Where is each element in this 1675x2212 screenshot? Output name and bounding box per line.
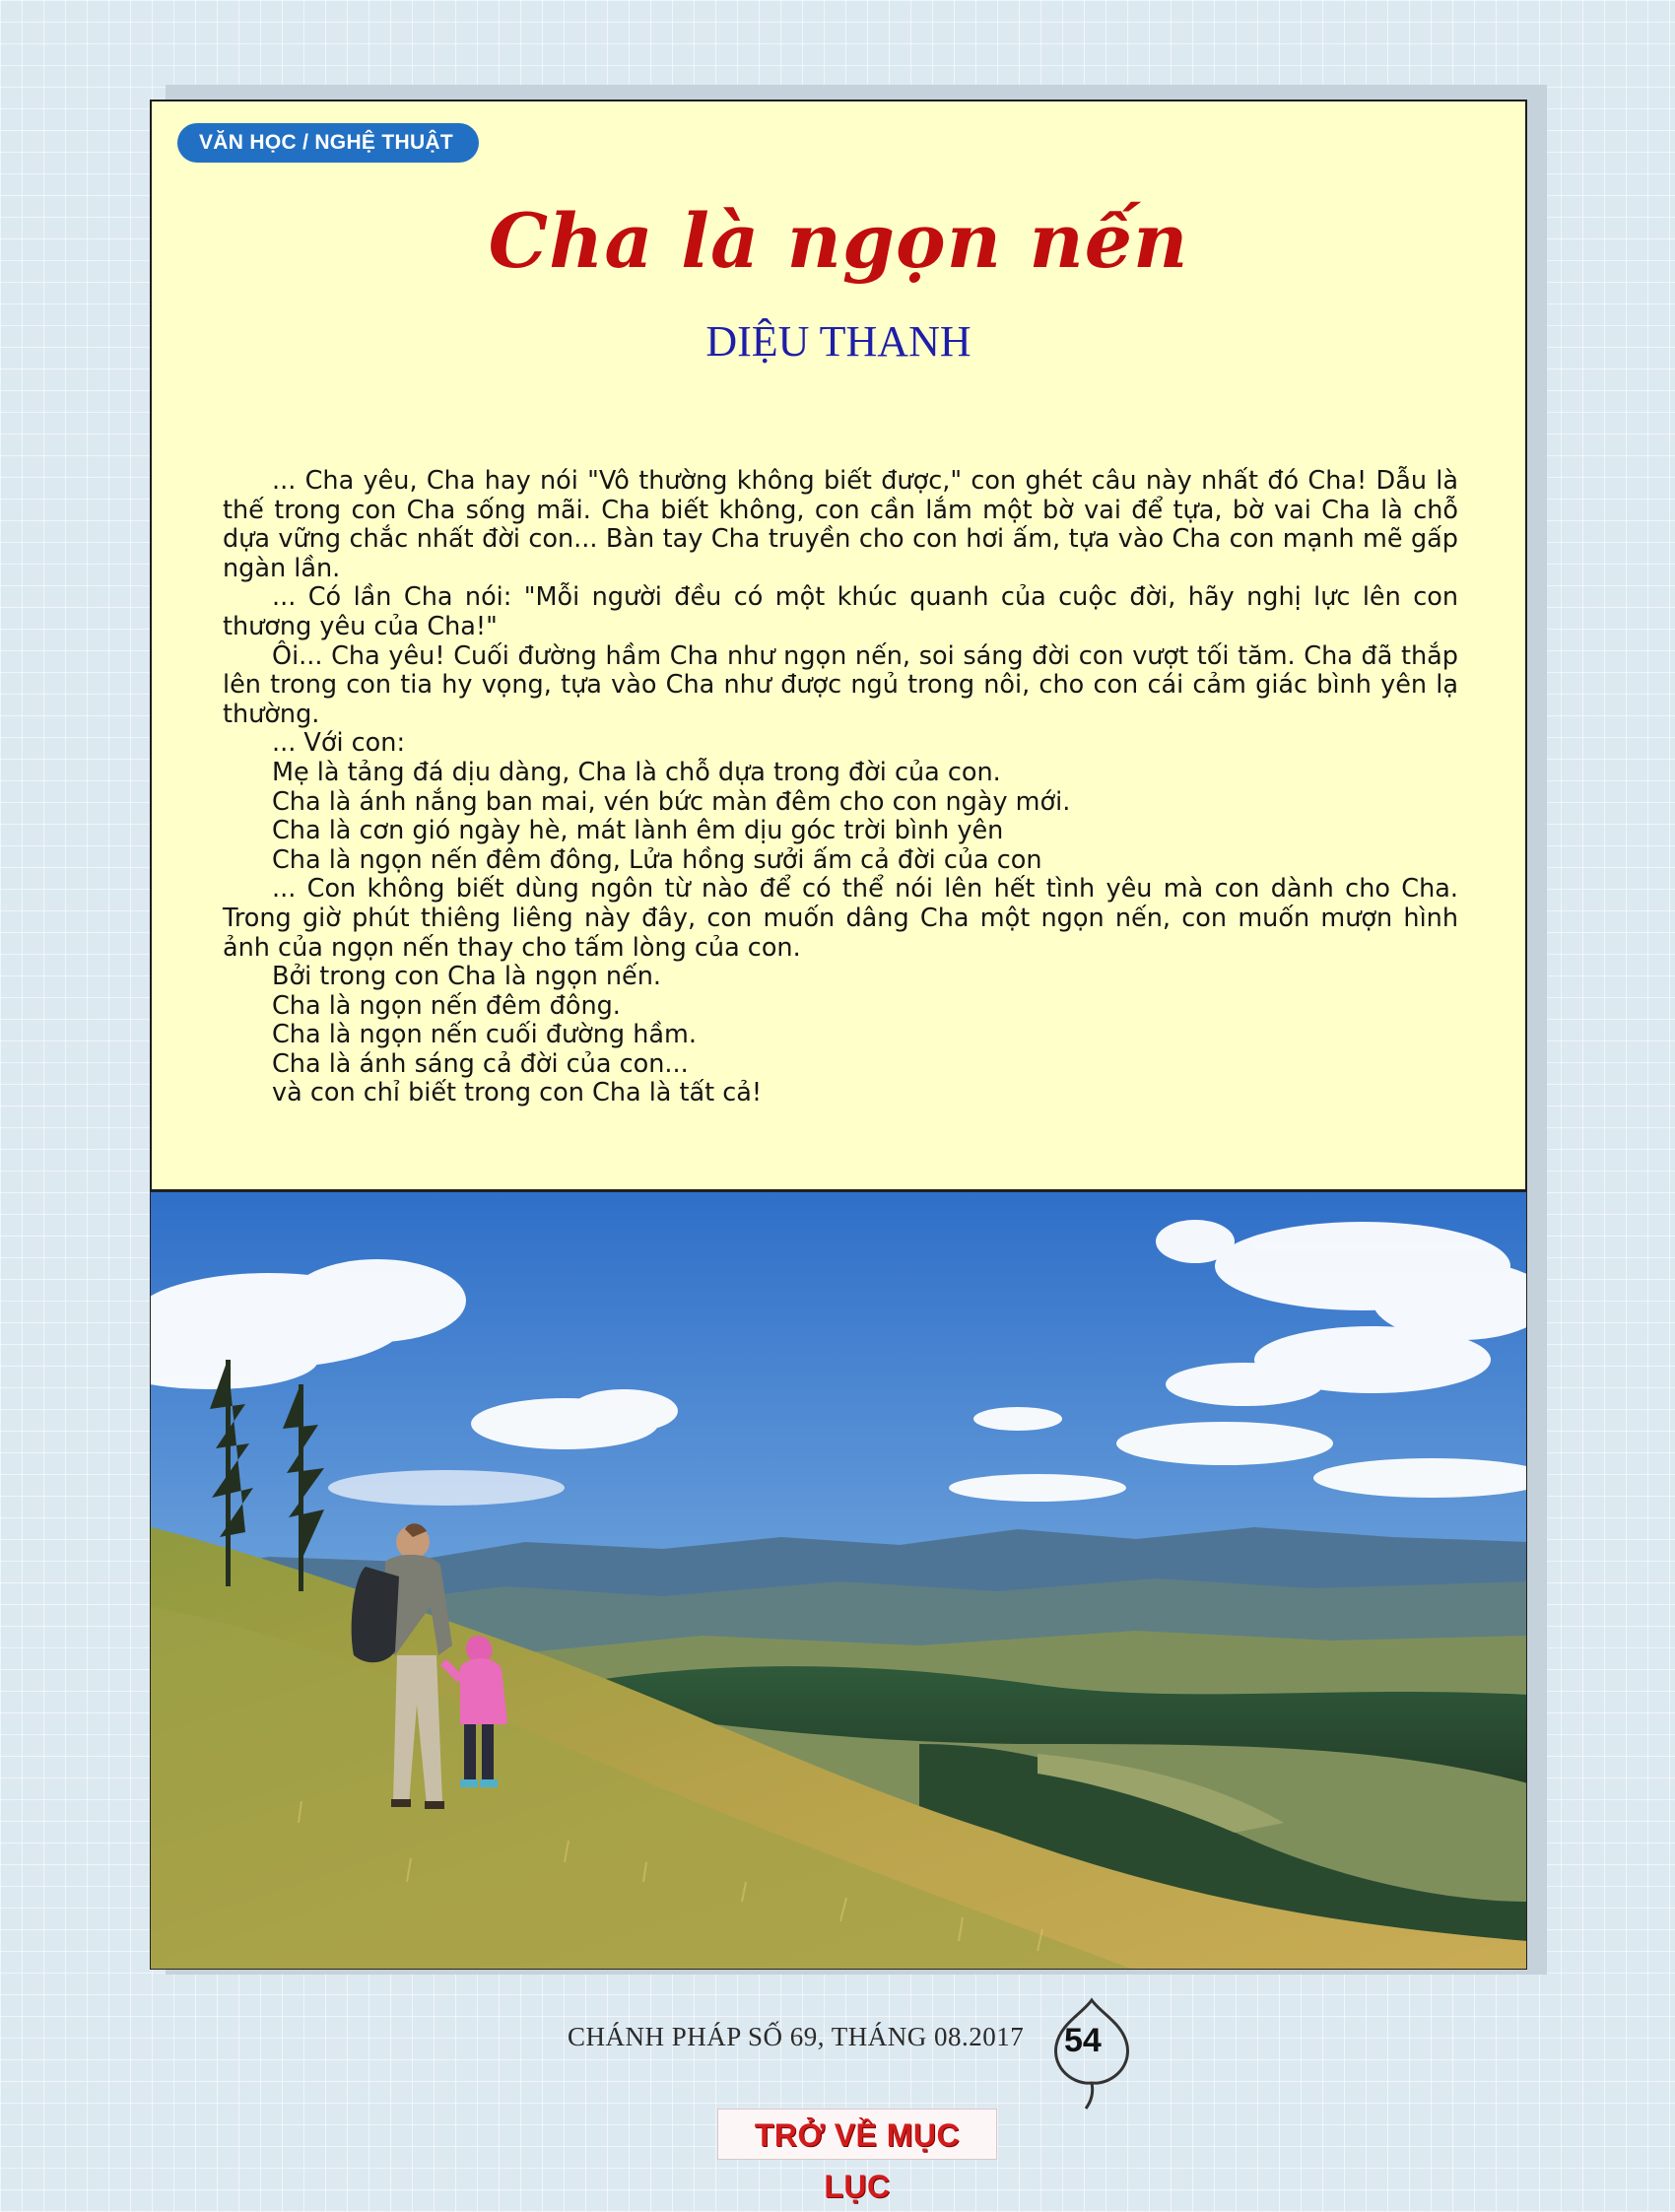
father-daughter-photo [150, 1191, 1527, 1970]
verse-line: Cha là ngọn nến cuối đường hầm. [272, 1020, 697, 1050]
article-author: DIỆU THANH [705, 317, 972, 366]
verse-line: Cha là ngọn nến đêm đông, Lửa hồng sưởi ấm cả đời của con [272, 844, 1042, 875]
paragraph: ... Con không biết dùng ngôn từ nào để có thể nói lên hết tình yêu mà con dành cho Cha. Trong giờ phút thiêng liêng này đây, con muốn dâng Cha một ngọn nến, con muốn mượn hình ảnh của ngọn nến thay cho tấm lòng của con. [223, 874, 1458, 963]
paragraph: Ôi... Cha yêu! Cuối đường hầm Cha như ngọn nến, soi sáng đời con vượt tối tăm. Cha đã thắp lên trong con tia hy vọng, tựa vào Cha như được ngủ trong nôi, cho con cái cảm giác bình yên lạ thường. [223, 640, 1458, 729]
section-tag: VĂN HỌC / NGHỆ THUẬT [177, 123, 479, 163]
verse-line: Mẹ là tảng đá dịu dàng, Cha là chỗ dựa trong đời của con. [272, 757, 1001, 787]
back-to-toc-button[interactable]: TRỞ VỀ MỤC LỤC [717, 2109, 997, 2160]
page-number-ornament [1042, 1994, 1141, 2112]
article-box [150, 100, 1527, 1191]
verse-line: Cha là ánh sáng cả đời của con... [272, 1048, 689, 1079]
page-number: 54 [1064, 2022, 1102, 2059]
verse-line: ... Với con: [272, 728, 406, 759]
paragraph: ... Cha yêu, Cha hay nói "Vô thường không biết được," con ghét câu này nhất đó Cha! Dẫu là thế trong con Cha sống mãi. Cha biết không, con cần lắm một bờ vai để tựa, bờ vai Cha là chỗ dựa vững chắc nhất đời con... Bàn tay Cha truyền cho con hơi ấm, tựa vào Cha con mạnh mẽ gấp ngàn lần. [223, 466, 1458, 583]
article-title: Cha là ngọn nến [488, 197, 1189, 285]
verse-line: Bởi trong con Cha là ngọn nến. [272, 962, 662, 992]
verse-line: Cha là ngọn nến đêm đông. [272, 990, 621, 1021]
footer-caption: CHÁNH PHÁP SỐ 69, THÁNG 08.2017 [568, 2022, 1025, 2051]
paragraph: ... Có lần Cha nói: "Mỗi người đều có một khúc quanh của cuộc đời, hãy nghị lực lên con thương yêu của Cha!" [223, 582, 1458, 641]
verse-line: Cha là ánh nắng ban mai, vén bức màn đêm cho con ngày mới. [272, 786, 1071, 817]
verse-line: và con chỉ biết trong con Cha là tất cả! [272, 1078, 763, 1108]
article-body [223, 467, 1458, 1108]
verse-line: Cha là cơn gió ngày hè, mát lành êm dịu góc trời bình yên [272, 816, 1004, 846]
